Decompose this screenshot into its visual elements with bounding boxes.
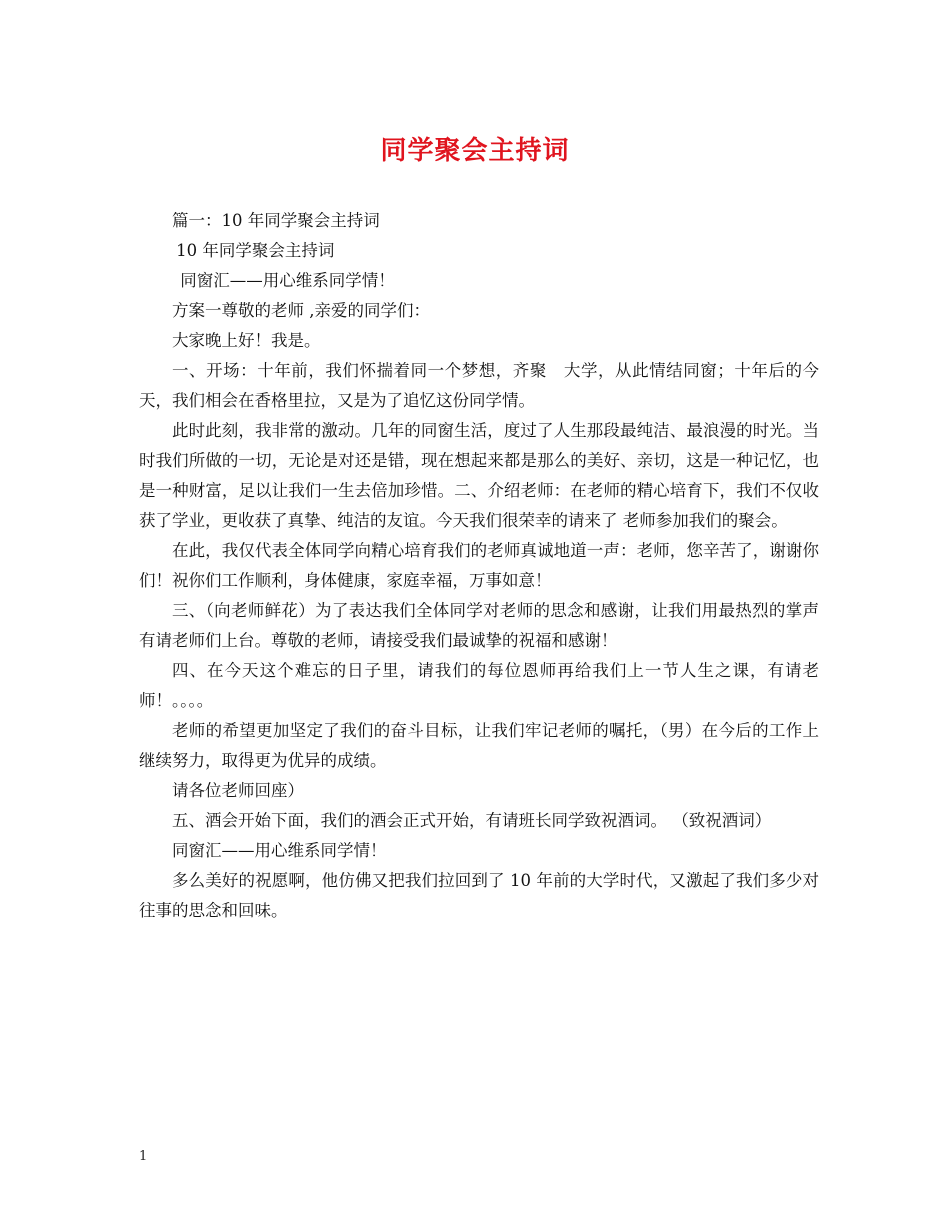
document-body bbox=[139, 206, 819, 926]
paragraph-toast: 五、酒会开始下面，我们的酒会正式开始，有请班长同学致祝酒词。 （致祝酒词） bbox=[172, 811, 772, 830]
page-number: 1 bbox=[139, 1149, 148, 1164]
paragraph-heading-part-one: 篇一：10 年同学聚会主持词 bbox=[172, 211, 380, 230]
paragraph-greeting: 大家晚上好！我是。 bbox=[172, 331, 321, 350]
paragraph-slogan: 同窗汇——用心维系同学情！ bbox=[180, 271, 395, 290]
paragraph-flowers: 三、（向老师鲜花）为了表达我们全体同学对老师的思念和感谢，让我们用最热烈的掌声有请老师们上台。尊敬的老师，请接受我们最诚挚的祝福和感谢！ bbox=[139, 601, 819, 650]
paragraph-slogan-repeat: 同窗汇——用心维系同学情！ bbox=[172, 841, 387, 860]
paragraph-greeting-address: 方案一尊敬的老师 ,亲爱的同学们： bbox=[172, 301, 430, 320]
paragraph-return-seats: 请各位老师回座） bbox=[172, 781, 304, 800]
paragraph-life-lesson: 四、在今天这个难忘的日子里，请我们的每位恩师再给我们上一节人生之课，有请老师！。。。。 bbox=[139, 661, 819, 710]
paragraph-teacher-hopes: 老师的希望更加坚定了我们的奋斗目标，让我们牢记老师的嘱托，（男）在今后的工作上继续努力，取得更为优异的成绩。 bbox=[139, 721, 819, 770]
paragraph-opening: 一、开场：十年前，我们怀揣着同一个梦想，齐聚 大学，从此情结同窗；十年后的今天，我们相会在香格里拉，又是为了追忆这份同学情。 bbox=[139, 361, 819, 410]
paragraph-reminiscence: 此时此刻，我非常的激动。几年的同窗生活，度过了人生那段最纯洁、最浪漫的时光。当时我们所做的一切，无论是对还是错，现在想起来都是那么的美好、亲切，这是一种记忆，也是一种财富，足以让我们一生去倍加珍惜。二、介绍老师：在老师的精心培育下，我们不仅收获了学业，更收获了真挚、纯洁的友谊。今天我们很荣幸的请来了 老师参加我们的聚会。 bbox=[139, 421, 819, 530]
paragraph-subheading: 10 年同学聚会主持词 bbox=[176, 241, 335, 260]
document-title: 同学聚会主持词 bbox=[380, 136, 570, 166]
paragraph-wishes: 多么美好的祝愿啊，他仿佛又把我们拉回到了 10 年前的大学时代，又激起了我们多少对往事的思念和回味。 bbox=[139, 871, 819, 920]
paragraph-thanks-teachers: 在此，我仅代表全体同学向精心培育我们的老师真诚地道一声：老师，您辛苦了，谢谢你们！祝你们工作顺利，身体健康，家庭幸福，万事如意！ bbox=[139, 541, 819, 590]
